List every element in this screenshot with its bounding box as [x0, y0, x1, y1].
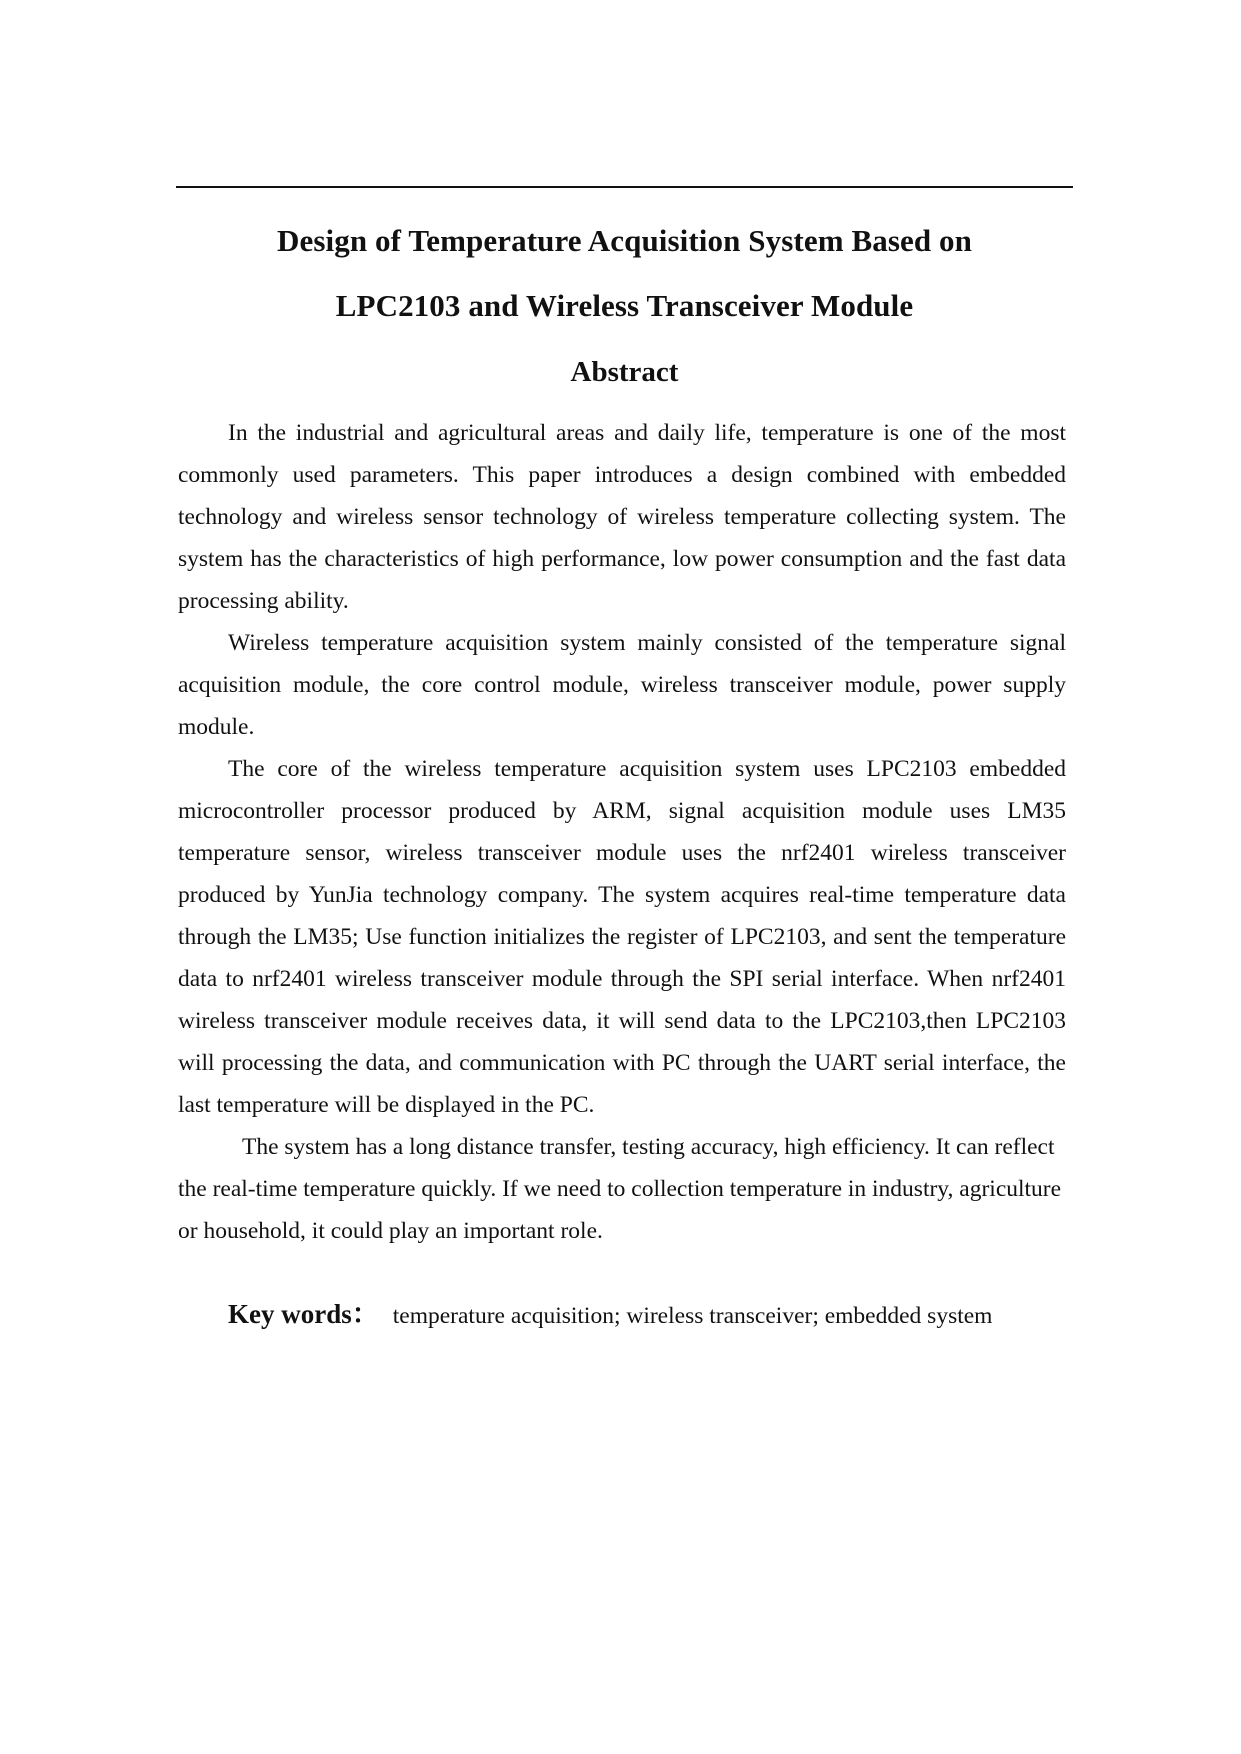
- keywords-separator: ：: [351, 1299, 379, 1329]
- abstract-heading: Abstract: [570, 356, 679, 388]
- abstract-body: [178, 412, 1066, 1252]
- keywords-label: Key words: [228, 1299, 352, 1329]
- abstract-paragraph-1: In the industrial and agricultural areas and daily life, temperature is one of the most commonly used parameters. This paper introduces a design combined with embedded technology and wireless sensor technology of wireless temperature collecting system. The system has the characteristics of high performance, low power consumption and the fast data processing ability.: [178, 420, 1066, 614]
- header-rule: [176, 186, 1073, 188]
- abstract-paragraph-3: The core of the wireless temperature acquisition system uses LPC2103 embedded microcontroller processor produced by ARM, signal acquisition module uses LM35 temperature sensor, wireless transceiver module uses the nrf2401 wireless transceiver produced by YunJia technology company. The system acquires real-time temperature data through the LM35; Use function initializes the register of LPC2103, and sent the temperature data to nrf2401 wireless transceiver module through the SPI serial interface. When nrf2401 wireless transceiver module receives data, it will send data to the LPC2103,then LPC2103 will processing the data, and communication with PC through the UART serial interface, the last temperature will be displayed in the PC.: [178, 756, 1066, 1118]
- title-line-1: Design of Temperature Acquisition System Based on: [277, 223, 972, 258]
- keywords-line: [228, 1294, 1088, 1336]
- abstract-paragraph-4: The system has a long distance transfer, testing accuracy, high efficiency. It can reflect the real-time temperature quickly. If we need to collection temperature in industry, agriculture or household, it could play an important role.: [178, 1134, 1062, 1244]
- abstract-paragraph-2: Wireless temperature acquisition system mainly consisted of the temperature signal acquisition module, the core control module, wireless transceiver module, power supply module.: [178, 630, 1066, 740]
- keywords-text: temperature acquisition; wireless transceiver; embedded system: [392, 1303, 993, 1329]
- title-line-2: LPC2103 and Wireless Transceiver Module: [335, 288, 914, 323]
